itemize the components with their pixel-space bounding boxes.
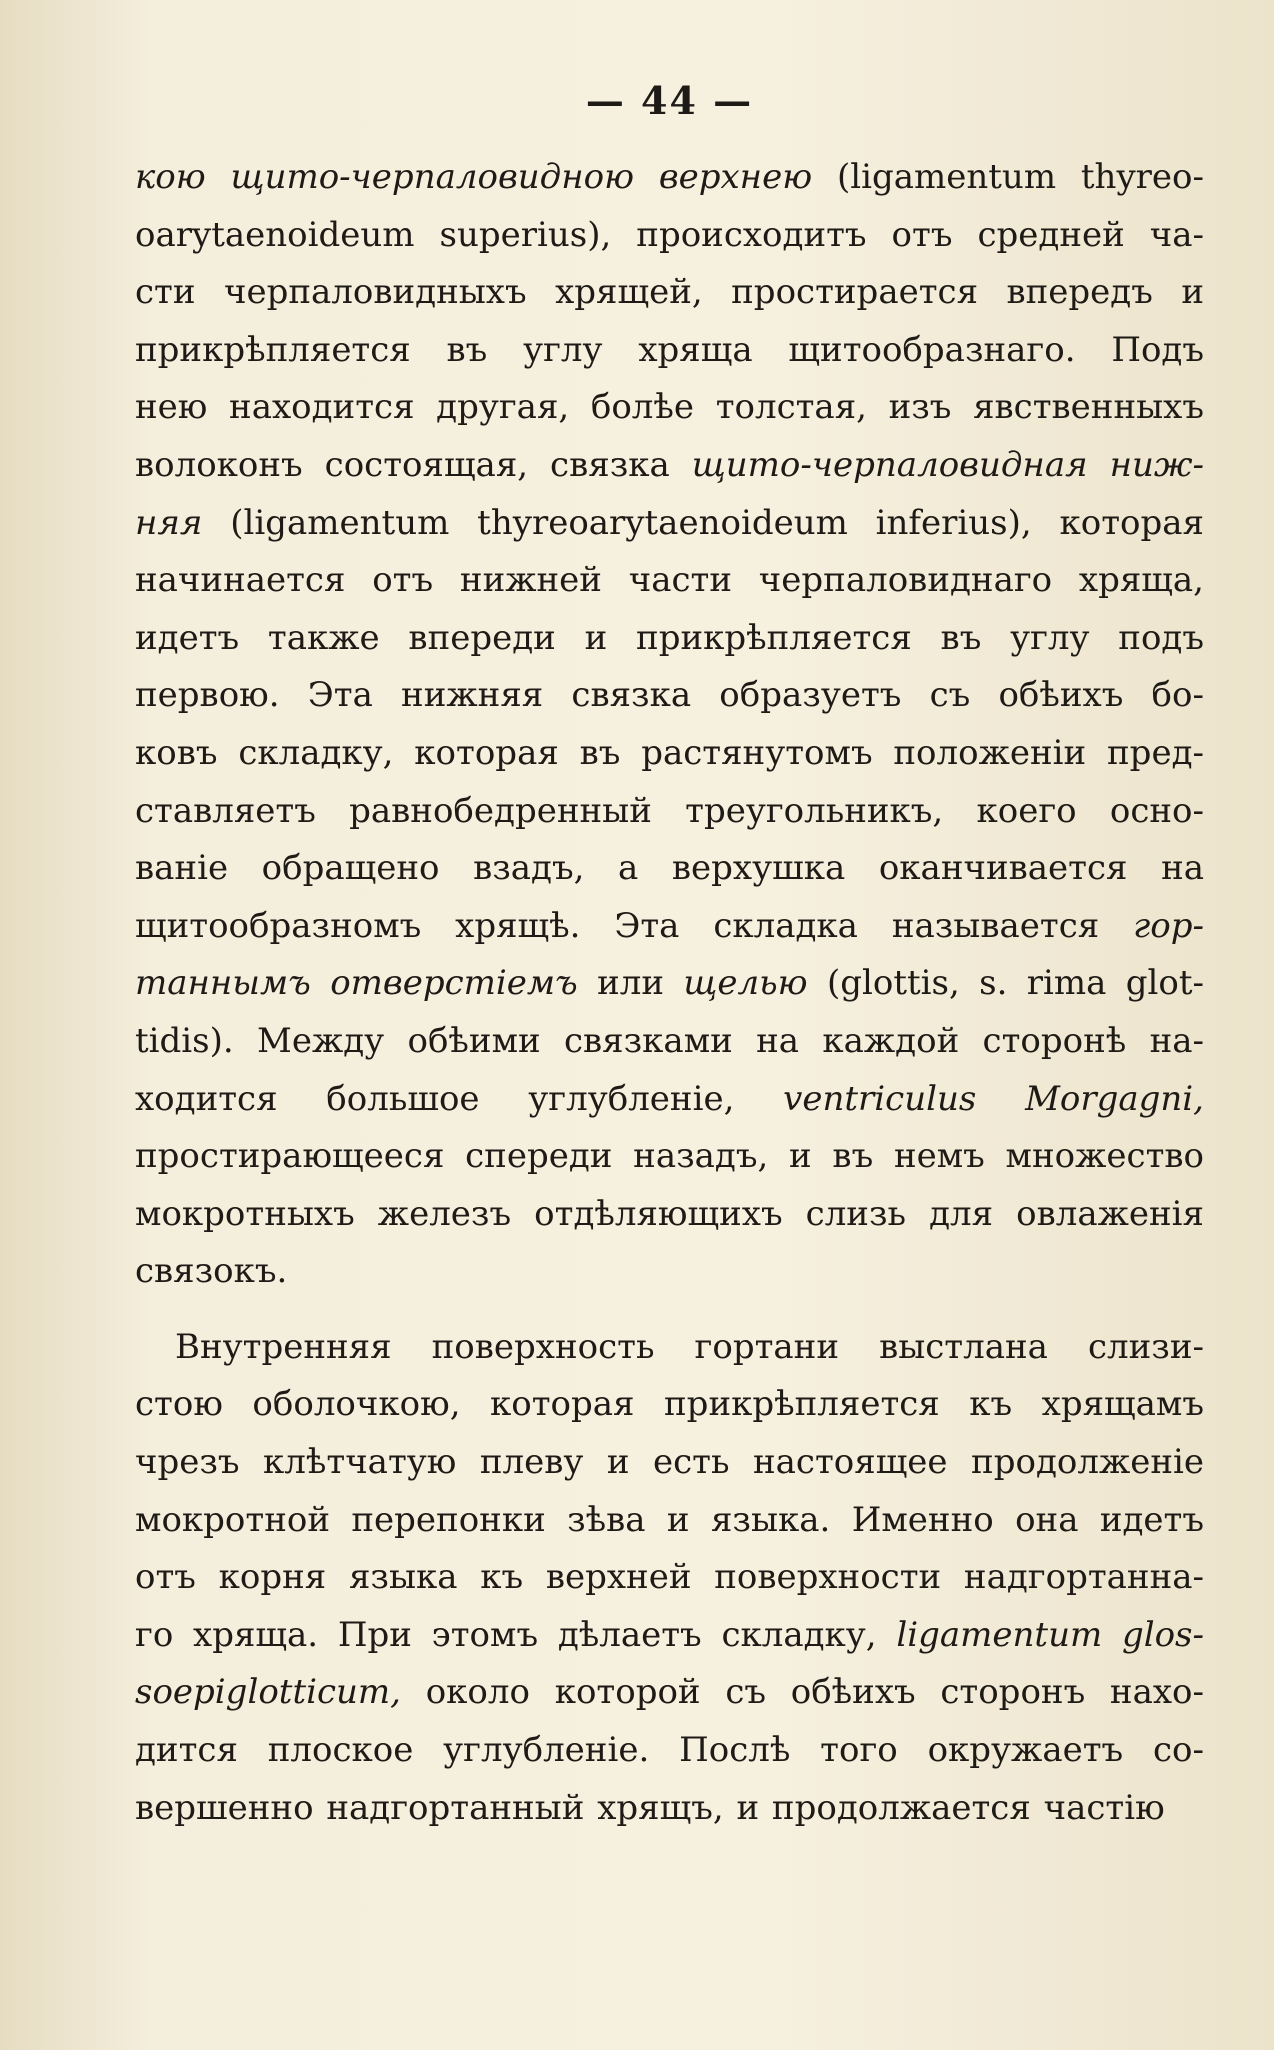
text-line xyxy=(135,1434,1204,1492)
text-run: волоконъ состоящая, связка xyxy=(135,444,692,485)
text-line xyxy=(135,1664,1204,1722)
text-line xyxy=(135,322,1204,380)
text-run: прикрѣпляется въ углу хряща щитообразнаго. Подъ xyxy=(135,329,1204,370)
italic-run: щито-черпаловидная ниж- xyxy=(691,444,1204,485)
text-run: ходится большое углубленіе, xyxy=(135,1078,784,1119)
text-run: Внутренняя поверхность гортани выстлана слизи- xyxy=(175,1326,1204,1367)
text-line xyxy=(135,610,1204,668)
text-line xyxy=(135,1780,1204,1838)
paragraph xyxy=(135,1319,1204,1837)
text-run: связокъ. xyxy=(135,1251,288,1292)
text-line xyxy=(135,1071,1204,1129)
text-run: первою. Эта нижняя связка образуетъ съ обѣихъ бо- xyxy=(135,675,1204,716)
text-run: или xyxy=(577,963,684,1004)
text-run: мокротныхъ железъ отдѣляющихъ слизь для овлаженія xyxy=(135,1193,1204,1234)
text-run: (ligamentum thyreo- xyxy=(812,157,1204,197)
text-line xyxy=(135,1128,1204,1186)
text-run: нею находится другая, болѣе толстая, изъ явственныхъ xyxy=(135,387,1204,428)
text-line xyxy=(135,1722,1204,1780)
page-number: — 44 — xyxy=(585,78,754,123)
text-run: oarytaenoideum superius), происходитъ отъ средней ча- xyxy=(135,214,1204,255)
text-line xyxy=(135,1376,1204,1434)
text-line xyxy=(135,207,1204,265)
text-run: tidis). Между обѣими связками на каждой сторонѣ на- xyxy=(135,1020,1204,1061)
text-line xyxy=(135,1549,1204,1607)
text-run: сти черпаловидныхъ хрящей, простирается впередъ и xyxy=(135,272,1204,313)
italic-run: кою щито-черпаловидною верхнею xyxy=(135,157,813,197)
text-line xyxy=(135,264,1204,322)
text-line xyxy=(135,552,1204,610)
text-line xyxy=(135,437,1204,495)
text-line xyxy=(135,725,1204,783)
paragraph xyxy=(135,149,1204,1301)
italic-run: няя xyxy=(135,502,203,543)
text-run: дится плоское углубленіе. Послѣ того окружаетъ со- xyxy=(135,1730,1204,1771)
text-line xyxy=(135,667,1204,725)
text-line xyxy=(135,1607,1204,1665)
text-run: вершенно надгортанный хрящъ, и продолжается частію xyxy=(135,1787,1165,1828)
text-run: (ligamentum thyreoarytaenoideum inferius), которая xyxy=(202,502,1204,543)
italic-run: soepiglotticum, xyxy=(135,1672,401,1713)
text-run: около которой съ обѣихъ сторонъ нахо- xyxy=(400,1672,1204,1713)
text-line xyxy=(135,1186,1204,1244)
italic-run: гор- xyxy=(1133,905,1204,946)
text-run: ваніе обращено взадъ, а верхушка оканчивается на xyxy=(135,848,1204,889)
text-run: отъ корня языка къ верхней поверхности надгортанна- xyxy=(135,1557,1204,1598)
text-line xyxy=(135,379,1204,437)
text-run: начинается отъ нижней части черпаловиднаго хряща, xyxy=(135,560,1204,601)
text-line xyxy=(135,783,1204,841)
text-line xyxy=(135,1492,1204,1550)
body-text xyxy=(135,149,1204,1837)
text-run: идетъ также впереди и прикрѣпляется въ углу подъ xyxy=(135,617,1204,658)
text-run: ковъ складку, которая въ растянутомъ положеніи пред- xyxy=(135,732,1204,773)
text-line xyxy=(135,1319,1204,1377)
italic-run: ligamentum glos- xyxy=(896,1614,1204,1655)
text-run: стою оболочкою, которая прикрѣпляется къ хрящамъ xyxy=(135,1384,1204,1425)
text-line xyxy=(135,955,1204,1013)
text-line xyxy=(135,1243,1204,1301)
text-line xyxy=(135,840,1204,898)
text-run: чрезъ клѣтчатую плеву и есть настоящее продолженіе xyxy=(135,1442,1204,1483)
text-line xyxy=(135,898,1204,956)
text-run: ставляетъ равнобедренный треугольникъ, коего осно- xyxy=(135,790,1204,831)
text-line xyxy=(135,495,1204,553)
italic-run: таннымъ отверстіемъ xyxy=(135,963,578,1004)
text-run: мокротной перепонки зѣва и языка. Именно она идетъ xyxy=(135,1499,1204,1540)
text-run: го хряща. При этомъ дѣлаетъ складку, xyxy=(135,1614,897,1655)
italic-run: ventriculus Morgagni, xyxy=(783,1078,1204,1119)
text-run: простирающееся спереди назадъ, и въ немъ множество xyxy=(135,1136,1204,1177)
text-line xyxy=(135,149,1204,207)
text-line xyxy=(135,1013,1204,1071)
text-run: (glottis, s. rima glot- xyxy=(807,963,1205,1004)
italic-run: щелью xyxy=(683,963,808,1004)
text-run: щитообразномъ хрящѣ. Эта складка называется xyxy=(135,905,1134,946)
